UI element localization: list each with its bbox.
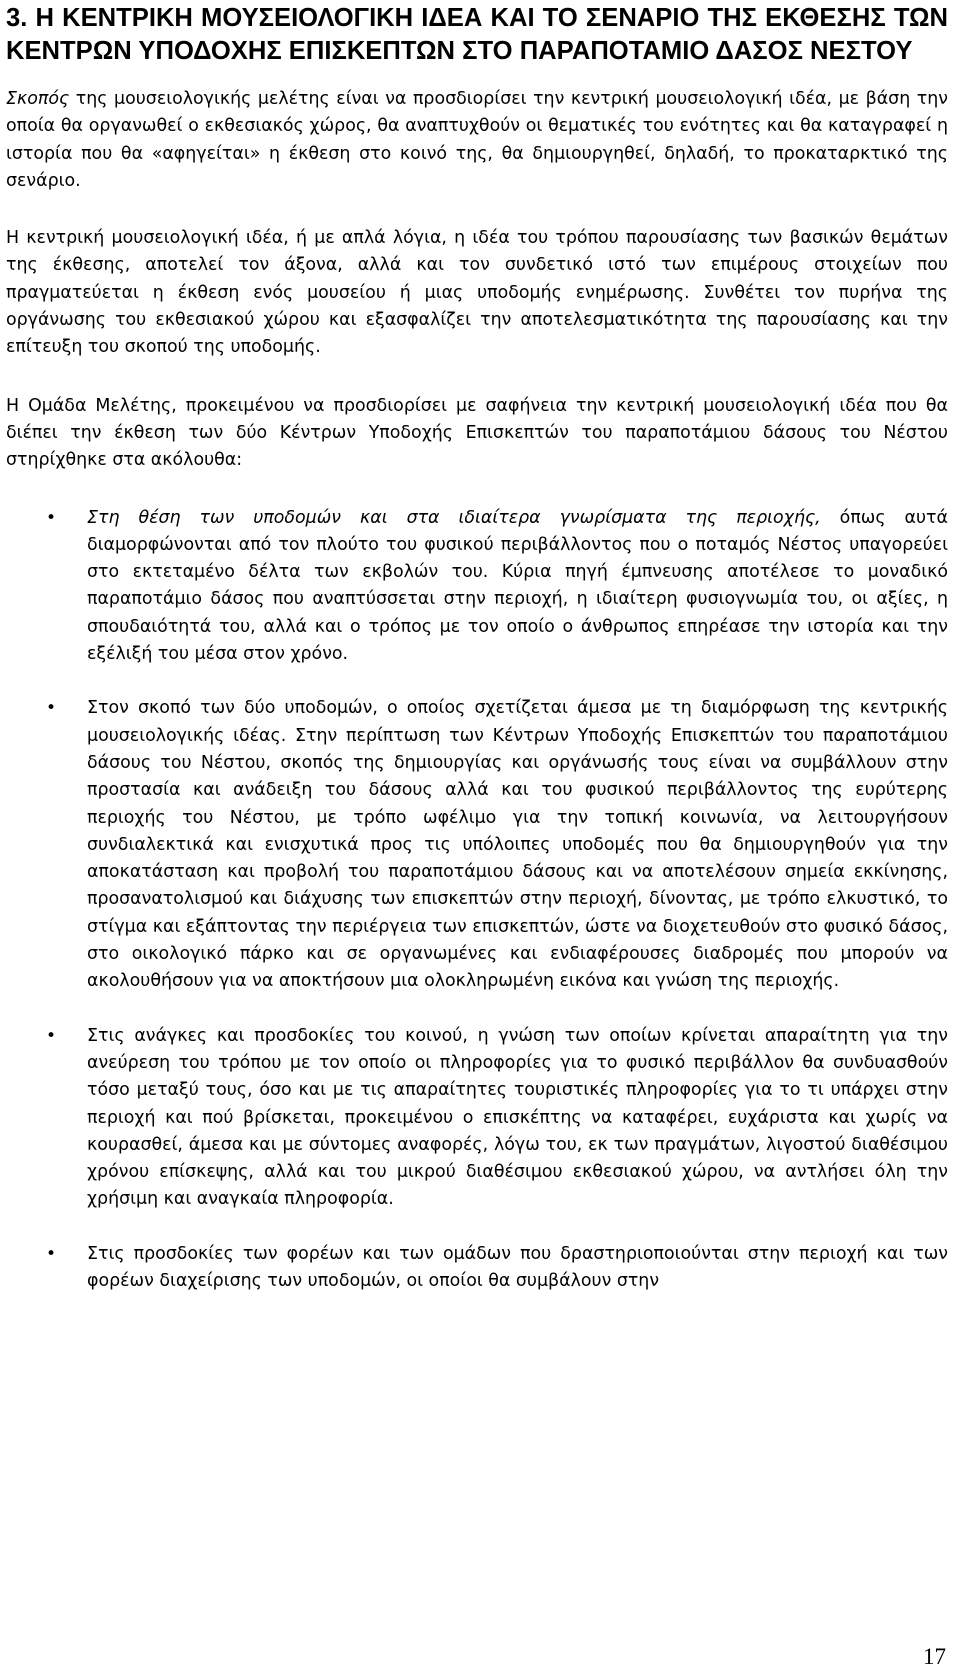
list-item [6, 695, 948, 995]
list-item [6, 505, 948, 669]
intro-text: της μουσειολογικής μελέτης είναι να προσδιορίσει την κεντρική μουσειολογική ιδέα, με βάση την οποία θα οργανωθεί ο εκθεσιακός χώρος, θα αναπτυχθούν οι θεματικές του ενότητες και θα καταγραφεί η ιστορία που θα «αφηγείται» η έκθεση στο κοινό της, θα δημιουργηθεί, δηλαδή, το προκαταρκτικό της σενάριο. [6, 89, 948, 191]
list-item-text: όπως αυτά διαμορφώνονται από τον πλούτο του φυσικού περιβάλλοντος που ο ποταμός Νέστος υπαγορεύει στο εκτεταμένο δέλτα των εκβολών του. Κύρια πηγή έμπνευσης αποτέλεσε το μοναδικό παραποτάμιο δάσος που αναπτύσσεται στην περιοχή, η ιδιαίτερη φυσιογνωμία του, οι αξίες, η σπουδαιότητά του, αλλά και ο τρόπος με τον οποίο ο άνθρωπος επηρέασε την ιστορία και την εξέλιξή του μέσα στον χρόνο. [87, 507, 948, 665]
list-item-italic-lead: Στη θέση των υποδομών και στα ιδιαίτερα γνωρίσματα της περιοχής, [87, 507, 821, 528]
list-item-text: Στις ανάγκες και προσδοκίες του κοινού, η γνώση των οποίων κρίνεται απαραίτητη για την ανεύρεση του τρόπου με τον οποίο οι πληροφορίες για το φυσικό περιβάλλον θα συνδυασθούν τόσο μεταξύ τους, όσο και με τις απαραίτητες τουριστικές πληροφορίες για το τι υπάρχει στην περιοχή και πού βρίσκεται, προκειμένου ο επισκέπτης να καταφέρει, ευχάριστα και χωρίς να κουρασθεί, άμεσα και με σύντομες αναφορές, λόγω του, εκ των πραγμάτων, λιγοστού διαθέσιμου χρόνου επίσκεψης, αλλά και του μικρού διαθέσιμου εκθεσιακού χώρου, να αντλήσει όλη την χρήσιμη και αναγκαία πληροφορία. [87, 1025, 948, 1210]
paragraph-study-team: Η Ομάδα Μελέτης, προκειμένου να προσδιορίσει με σαφήνεια την κεντρική μουσειολογική ιδέα που θα διέπει την έκθεση των δύο Κέντρων Υποδοχής Επισκεπτών του παραποτάμιου δάσους του Νέστου στηρίχθηκε στα ακόλουθα: [6, 395, 948, 471]
list-item-text: Στις προσδοκίες των φορέων και των ομάδων που δραστηριοποιούνται στην περιοχή και των φορέων διαχείρισης των υποδομών, οι οποίοι θα συμβάλουν στην [87, 1243, 948, 1291]
list-item [6, 1023, 948, 1214]
bullet-icon: • [46, 507, 57, 528]
bullet-icon: • [46, 1025, 57, 1046]
intro-italic-lead: Σκοπός [6, 89, 70, 109]
list-item [6, 1241, 948, 1296]
bullet-list [6, 505, 948, 1296]
intro-paragraph [6, 86, 948, 195]
bullet-icon: • [46, 1243, 57, 1264]
page-number: 17 [923, 1644, 946, 1669]
paragraph-museological-idea: Η κεντρική μουσειολογική ιδέα, ή με απλά λόγια, η ιδέα του τρόπου παρουσίασης των βασικών θεμάτων της έκθεσης, αποτελεί τον άξονα, αλλά και τον συνδετικό ιστό των επιμέρους στοιχείων που πραγματεύεται η έκθεση ενός μουσείου ή μιας υποδομής ενημέρωσης. Συνθέτει τον πυρήνα της οργάνωσης του εκθεσιακού χώρου και εξασφαλίζει την αποτελεσματικότητα της παρουσίασης και την επίτευξη του σκοπού της υποδομής. [6, 228, 948, 358]
document-page [6, 0, 948, 1322]
list-item-text: Στον σκοπό των δύο υποδομών, ο οποίος σχετίζεται άμεσα με τη διαμόρφωση της κεντρικής μουσειολογικής ιδέας. Στην περίπτωση των Κέντρων Υποδοχής Επισκεπτών του παραποτάμιου δάσους του Νέστου, σκοπός της δημιουργίας και οργάνωσής τους είναι να συμβάλλουν στην προστασία και ανάδειξη του δάσους αλλά και του φυσικού περιβάλλοντος της ευρύτερης περιοχής του Νέστου, με τρόπο ωφέλιμο για την τοπική κοινωνία, να λειτουργήσουν συνδιαλεκτικά και ενισχυτικά προς τις υπόλοιπες υποδομές που θα δημιουργηθούν για την αποκατάσταση και προβολή του παραποτάμιου δάσους και να αποτελέσουν σημεία εκκίνησης, προσανατολισμού και διάχυσης των επισκεπτών στην περιοχή, δίνοντας, με τρόπο ελκυστικό, το στίγμα και εξάπτοντας την περιέργεια των επισκεπτών, ώστε να διοχετευθούν στο φυσικό δάσος, στο οικολογικό πάρκο και σε οργανωμένες και ενδιαφέρουσες διαδρομές που μπορούν να ακολουθήσουν για να αποκτήσουν μια ολοκληρωμένη εικόνα και γνώση της περιοχής. [87, 698, 948, 992]
section-heading: 3. Η ΚΕΝΤΡΙΚΗ ΜΟΥΣΕΙΟΛΟΓΙΚΗ ΙΔΕΑ ΚΑΙ ΤΟ ΣΕΝΑΡΙΟ ΤΗΣ ΕΚΘΕΣΗΣ ΤΩΝ ΚΕΝΤΡΩΝ ΥΠΟΔΟΧΗΣ ΕΠΙΣΚΕΠΤΩΝ ΣΤΟ ΠΑΡΑΠΟΤΑΜΙΟ ΔΑΣΟΣ ΝΕΣΤΟΥ [6, 4, 948, 65]
bullet-icon: • [46, 698, 57, 719]
